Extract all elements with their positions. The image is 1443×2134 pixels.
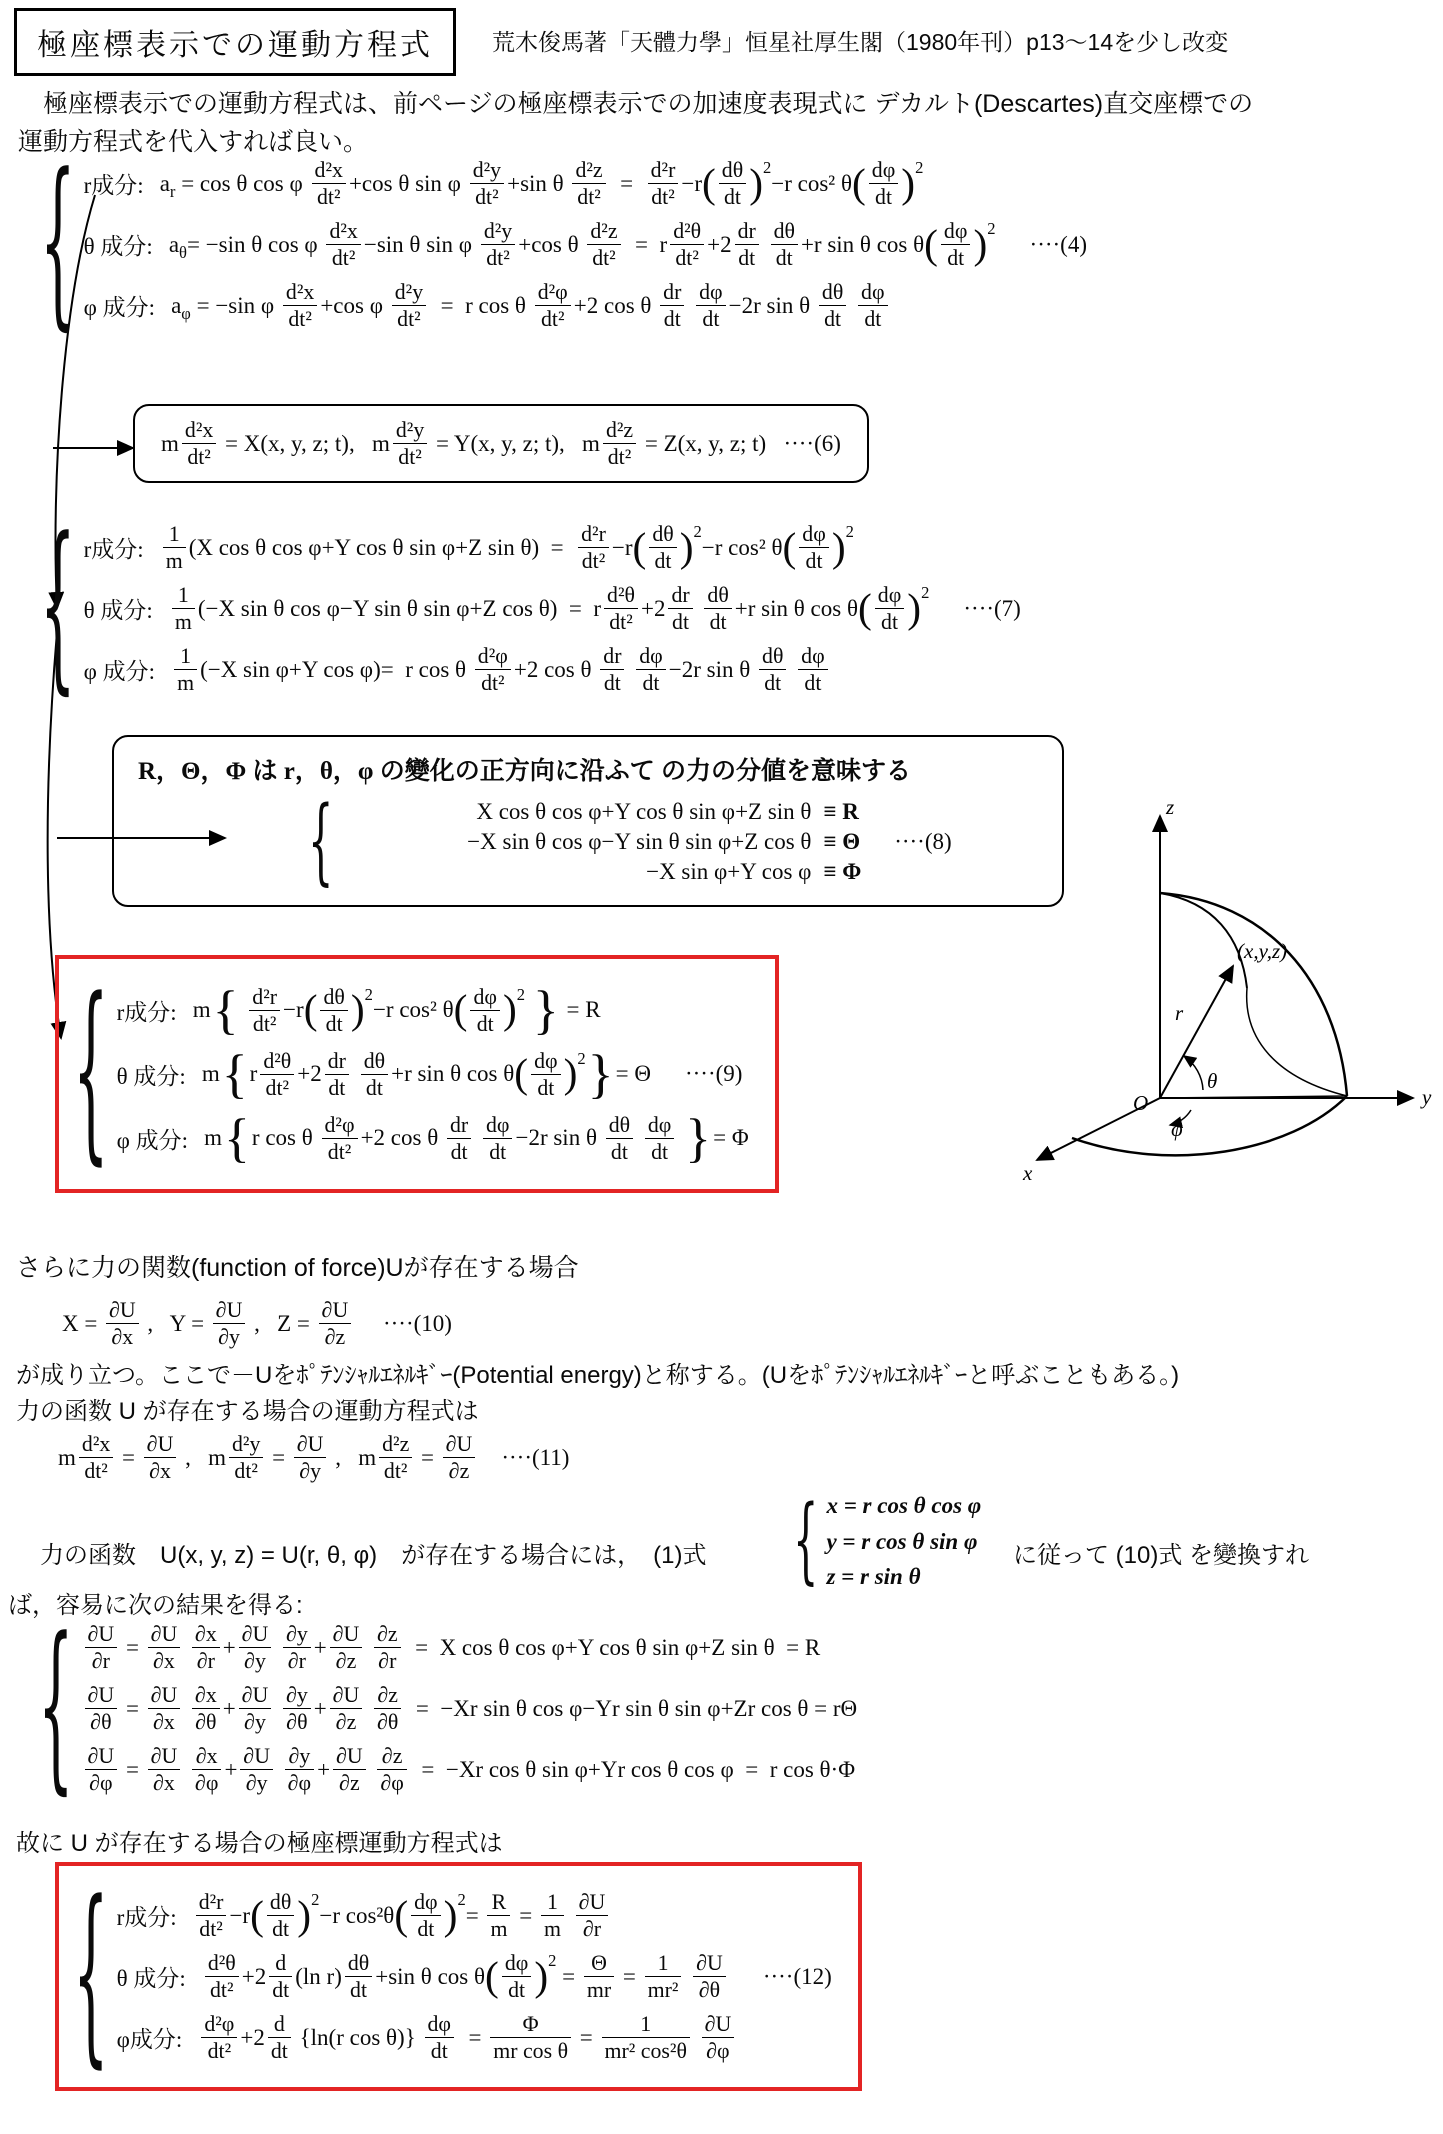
meridian-arc (1160, 893, 1347, 1096)
definition-lhs: −X sin φ+Y cos φ (646, 859, 812, 884)
equation-row (117, 1890, 832, 1941)
coordinate-transform-system (793, 1488, 981, 1595)
equation-system-7 (40, 501, 1021, 713)
system-brace: { (40, 501, 76, 713)
system-brace: { (308, 787, 334, 897)
component-label: r成分: (83, 173, 144, 199)
transform-row: y = r cos θ sin φ (826, 1528, 978, 1554)
component-label: θ 成分: (116, 1063, 186, 1089)
phi-label: φ (1171, 1117, 1183, 1141)
theta-arc (1184, 1056, 1203, 1090)
system-brace: { (793, 1487, 819, 1596)
transform-sentence-post: に従って (10)式 を變換すれ (1013, 1542, 1310, 1569)
equation-row (84, 522, 1021, 573)
origin-label: O (1133, 1091, 1149, 1115)
transform-row: z = r sin θ (826, 1564, 921, 1590)
polar-equations-of-motion-box-12 (55, 1862, 862, 2091)
equation: $\frac{1}{m}$ (−X sin φ+Y cos φ)= r cos θ $\frac{\text{d²φ}}{\text{dt²}}$ +2 cos θ $\frac{dr}{dt}$ $\frac{d\varphi}{dt}$ −2r sin θ $\frac{d\theta}{dt}$ $\frac{d\varphi}{dt}$ (171, 644, 831, 695)
equations-of-motion-box-9 (55, 955, 779, 1193)
equation: $\frac{\text{d²r}}{\text{dt²}}$ −r ( $\frac{d\theta}{dt}$ ) $^2$ −r cos²θ ( $\frac{d\varphi}{dt}$ ) $^2$ = $\frac{R}{m}$ = $\frac{1}{m}$ $\frac{\partial U}{\partial r}$ (193, 1890, 612, 1941)
equation: X = $\frac{\partial U}{\partial x}$ , Y = $\frac{\partial U}{\partial y}$ , Z = $\frac{\partial U}{\partial z}$ ····(10) (62, 1298, 452, 1350)
intro-line-1: 極座標表示での運動方程式は、前ページの極座標表示での加速度表現式に デカルト(Descartes)直交座標での (18, 90, 1254, 118)
equation-10-row (62, 1298, 452, 1349)
definition-row (341, 799, 951, 825)
equation: a $_r$ = cos θ cos φ $\frac{\text{d²x}}{\text{dt²}}$ +cos θ sin φ $\frac{\text{d²y}}{\text{dt²}}$ +sin θ $\frac{\text{d²z}}{\text{dt²}}$ = $\frac{\text{d²r}}{\text{dt²}}$ −r ( $\frac{d\theta}{dt}$ ) $^2$ −r cos² θ ( $\frac{d\varphi}{dt}$ ) $^2$ (159, 158, 924, 210)
definition-lhs: −X sin θ cos φ−Y sin θ sin φ+Z cos θ (467, 829, 812, 854)
attribution: 荒木俊馬著「天體力學」恒星社厚生閣（1980年刊）p13～14を少し改変 (492, 29, 1229, 55)
component-label: r成分: (83, 537, 144, 563)
equation: m { r cos θ $\frac{\text{d²φ}}{\text{dt²}}$ +2 cos θ $\frac{dr}{dt}$ $\frac{d\varphi}{dt}$ −2r sin θ $\frac{d\theta}{dt}$ $\frac{d\varphi}{dt}$ } = Φ (204, 1108, 749, 1169)
newton-equations-box (133, 404, 869, 483)
equation-number: ····(9) (684, 1061, 743, 1087)
equation: m { r $\frac{\text{d²θ}}{\text{dt²}}$ +2 $\frac{dr}{dt}$ $\frac{d\theta}{dt}$ +r sin θ cos θ ( $\frac{d\varphi}{dt}$ ) $^2$ } = Θ (201, 1044, 651, 1105)
component-label: θ 成分: (116, 1966, 186, 1992)
y-axis-label: y (1422, 1085, 1432, 1109)
page-title: 極座標表示での運動方程式 (14, 8, 456, 76)
equation: m $\frac{\text{d²x}}{\text{dt²}}$ = X(x, y, z; t), m $\frac{\text{d²y}}{\text{dt²}}$ = Y(x, y, z; t), m $\frac{\text{d²z}}{\text{dt²}}$ = Z(x, y, z; t) ····(6) (161, 418, 841, 470)
component-label: r成分: (116, 1905, 177, 1931)
component-label: φ成分: (116, 2027, 183, 2053)
equation: $\frac{\partial U}{\partial\varphi}$ = $\frac{\partial U}{\partial x}$ $\frac{\partial x}{\partial\varphi}$ + $\frac{\partial U}{\partial y}$ $\frac{\partial y}{\partial\varphi}$ + $\frac{\partial U}{\partial z}$ $\frac{\partial z}{\partial\varphi}$ = −Xr cos θ sin φ+Yr cos θ cos φ = r cos θ·Φ (82, 1744, 855, 1795)
spherical-coordinates-figure (975, 798, 1443, 1208)
equation: m { $\frac{\text{d²r}}{\text{dt²}}$ −r ( $\frac{d\theta}{dt}$ ) $^2$ −r cos² θ ( $\frac{d\varphi}{dt}$ ) $^2$ } = R (192, 980, 601, 1040)
component-label: r成分: (116, 999, 177, 1025)
transform-sentence-cont: ば，容易に次の結果を得る: (8, 1592, 303, 1619)
equation-row (82, 1744, 858, 1795)
definition-lhs: X cos θ cos φ+Y cos θ sin φ+Z sin θ (476, 799, 812, 824)
component-label: θ 成分: (83, 234, 153, 260)
equation: a $_\varphi$ = −sin φ $\frac{\text{d²x}}{\text{dt²}}$ +cos φ $\frac{\text{d²y}}{\text{dt²}}$ = r cos θ $\frac{\text{d²φ}}{\text{dt²}}$ +2 cos θ $\frac{dr}{dt}$ $\frac{d\varphi}{dt}$ −2r sin θ $\frac{d\theta}{dt}$ $\frac{d\varphi}{dt}$ (171, 280, 891, 331)
transform-row: x = r cos θ cos φ (826, 1493, 982, 1518)
paragraph-potential-energy: が成り立つ。ここで－Uをﾎﾟﾃﾝｼｬﾙｴﾈﾙｷﾞｰ(Potential energy)と称する。(Uをﾎﾟﾃﾝｼｬﾙｴﾈﾙｷﾞｰと呼ぶこともある。) (16, 1362, 1180, 1389)
definition-rhs: ≡ Φ (823, 859, 862, 884)
system-brace: { (38, 1601, 74, 1813)
definition-row (341, 859, 951, 885)
equator-arc (1072, 1096, 1347, 1155)
x-axis-label: x (1023, 1161, 1033, 1185)
transform-sentence-pre: 力の函数 U(x, y, z) = U(r, θ, φ) が存在する場合には， (1)式 (16, 1542, 707, 1569)
equation: $\frac{\text{d²θ}}{\text{dt²}}$ +2 $\frac{d}{dt}$ (ln r) $\frac{d\theta}{dt}$ +sin θ cos θ ( $\frac{d\varphi}{dt}$ ) $^2$ = $\frac{\Theta}{mr}$ = $\frac{1}{\text{mr²}}$ $\frac{\partial U}{\partial\theta}$ (202, 1951, 729, 2002)
equation-number: ····(12) (762, 1963, 832, 1989)
definition-rhs: ≡ R (823, 799, 859, 824)
meridian-arc-3 (1247, 988, 1347, 1096)
r-vector (1160, 966, 1233, 1098)
equation-row (84, 219, 1087, 270)
equation: $\frac{1}{m}$ (−X sin θ cos φ−Y sin θ sin φ+Z cos θ) = r $\frac{\text{d²θ}}{\text{dt²}}$ +2 $\frac{dr}{dt}$ $\frac{d\theta}{dt}$ +r sin θ cos θ ( $\frac{d\varphi}{dt}$ ) $^2$ (169, 583, 930, 634)
paragraph-final: 故に U が存在する場合の極座標運動方程式は (16, 1830, 503, 1857)
theta-label: θ (1207, 1069, 1218, 1093)
meridian-arc-2 (1160, 893, 1247, 988)
equation-row (82, 1622, 858, 1673)
equation: a $_\theta$ = −sin θ cos φ $\frac{\text{d²x}}{\text{dt²}}$ −sin θ sin φ $\frac{\text{d²y}}{\text{dt²}}$ +cos θ $\frac{\text{d²z}}{\text{dt²}}$ = r $\frac{\text{d²θ}}{\text{dt²}}$ +2 $\frac{dr}{dt}$ $\frac{d\theta}{dt}$ +r sin θ cos θ ( $\frac{d\varphi}{dt}$ ) $^2$ (168, 219, 996, 271)
equation-row (84, 583, 1021, 634)
equation: m $\frac{\text{d²x}}{\text{dt²}}$ = $\frac{\partial U}{\partial x}$ , m $\frac{\text{d²y}}{\text{dt²}}$ = $\frac{\partial U}{\partial y}$ , m $\frac{\text{d²z}}{\text{dt²}}$ = $\frac{\partial U}{\partial z}$ ····(11) (58, 1432, 570, 1484)
equation: $\frac{\partial U}{\partial r}$ = $\frac{\partial U}{\partial x}$ $\frac{\partial x}{\partial r}$ + $\frac{\partial U}{\partial y}$ $\frac{\partial y}{\partial r}$ + $\frac{\partial U}{\partial z}$ $\frac{\partial z}{\partial r}$ = X cos θ cos φ+Y cos θ sin φ+Z sin θ = R (82, 1622, 821, 1673)
equation-row (116, 1108, 749, 1169)
equation-row (84, 280, 1087, 331)
equation-row (117, 2012, 832, 2063)
equation: $\frac{\text{d²φ}}{\text{dt²}}$ +2 $\frac{d}{dt}$ {ln(r cos θ)} $\frac{d\varphi}{dt}$ = $\frac{\Phi}{\text{mr cos θ}}$ = $\frac{1}{\text{mr² cos²θ}}$ $\frac{\partial U}{\partial\varphi}$ (198, 2012, 737, 2063)
equation-row (84, 644, 1021, 695)
paragraph-force-function: 力の函数 U が存在する場合の運動方程式は (16, 1398, 479, 1425)
z-axis-label: z (1166, 798, 1175, 819)
equation-number: ····(4) (1029, 231, 1087, 257)
component-label: φ 成分: (116, 1127, 189, 1153)
equation-number: ····(8) (894, 829, 952, 854)
component-label: φ 成分: (83, 295, 156, 321)
equation-row (84, 158, 1087, 209)
equation-11-row (58, 1432, 569, 1483)
definition-rhs: ≡ Θ (823, 829, 861, 854)
equation-row (116, 980, 749, 1040)
definition-row (341, 829, 951, 855)
component-label: φ 成分: (83, 659, 156, 685)
equation: $\frac{\partial U}{\partial\theta}$ = $\frac{\partial U}{\partial x}$ $\frac{\partial x}{\partial\theta}$ + $\frac{\partial U}{\partial y}$ $\frac{\partial y}{\partial\theta}$ + $\frac{\partial U}{\partial z}$ $\frac{\partial z}{\partial\theta}$ = −Xr sin θ cos φ−Yr sin θ sin φ+Zr cos θ = rΘ (82, 1683, 858, 1734)
system-brace: { (73, 960, 109, 1185)
point-label: (x,y,z) (1237, 939, 1288, 963)
equation: $\frac{1}{m}$ (X cos θ cos φ+Y cos θ sin φ+Z sin θ) = $\frac{\text{d²r}}{\text{dt²}}$ −r ( $\frac{d\theta}{dt}$ ) $^2$ −r cos² θ ( $\frac{d\varphi}{dt}$ ) $^2$ (160, 522, 854, 573)
force-components-box (112, 735, 1064, 907)
equation-number: ····(7) (963, 595, 1021, 621)
equation-row (82, 1683, 858, 1734)
equation-row (116, 1044, 749, 1105)
force-components-caption: R，Θ，Φ は r，θ，φ の變化の正方向に沿ふて の力の分値を意味する (138, 758, 911, 785)
equation-row (117, 1951, 832, 2002)
r-label: r (1175, 1001, 1184, 1025)
intro-line-2: 運動方程式を代入すれば良い。 (18, 127, 369, 156)
system-brace: { (40, 137, 76, 349)
section-function-of-force: さらに力の関数(function of force)Uが存在する場合 (16, 1254, 579, 1282)
system-brace: { (73, 1862, 109, 2087)
component-label: θ 成分: (83, 598, 153, 624)
